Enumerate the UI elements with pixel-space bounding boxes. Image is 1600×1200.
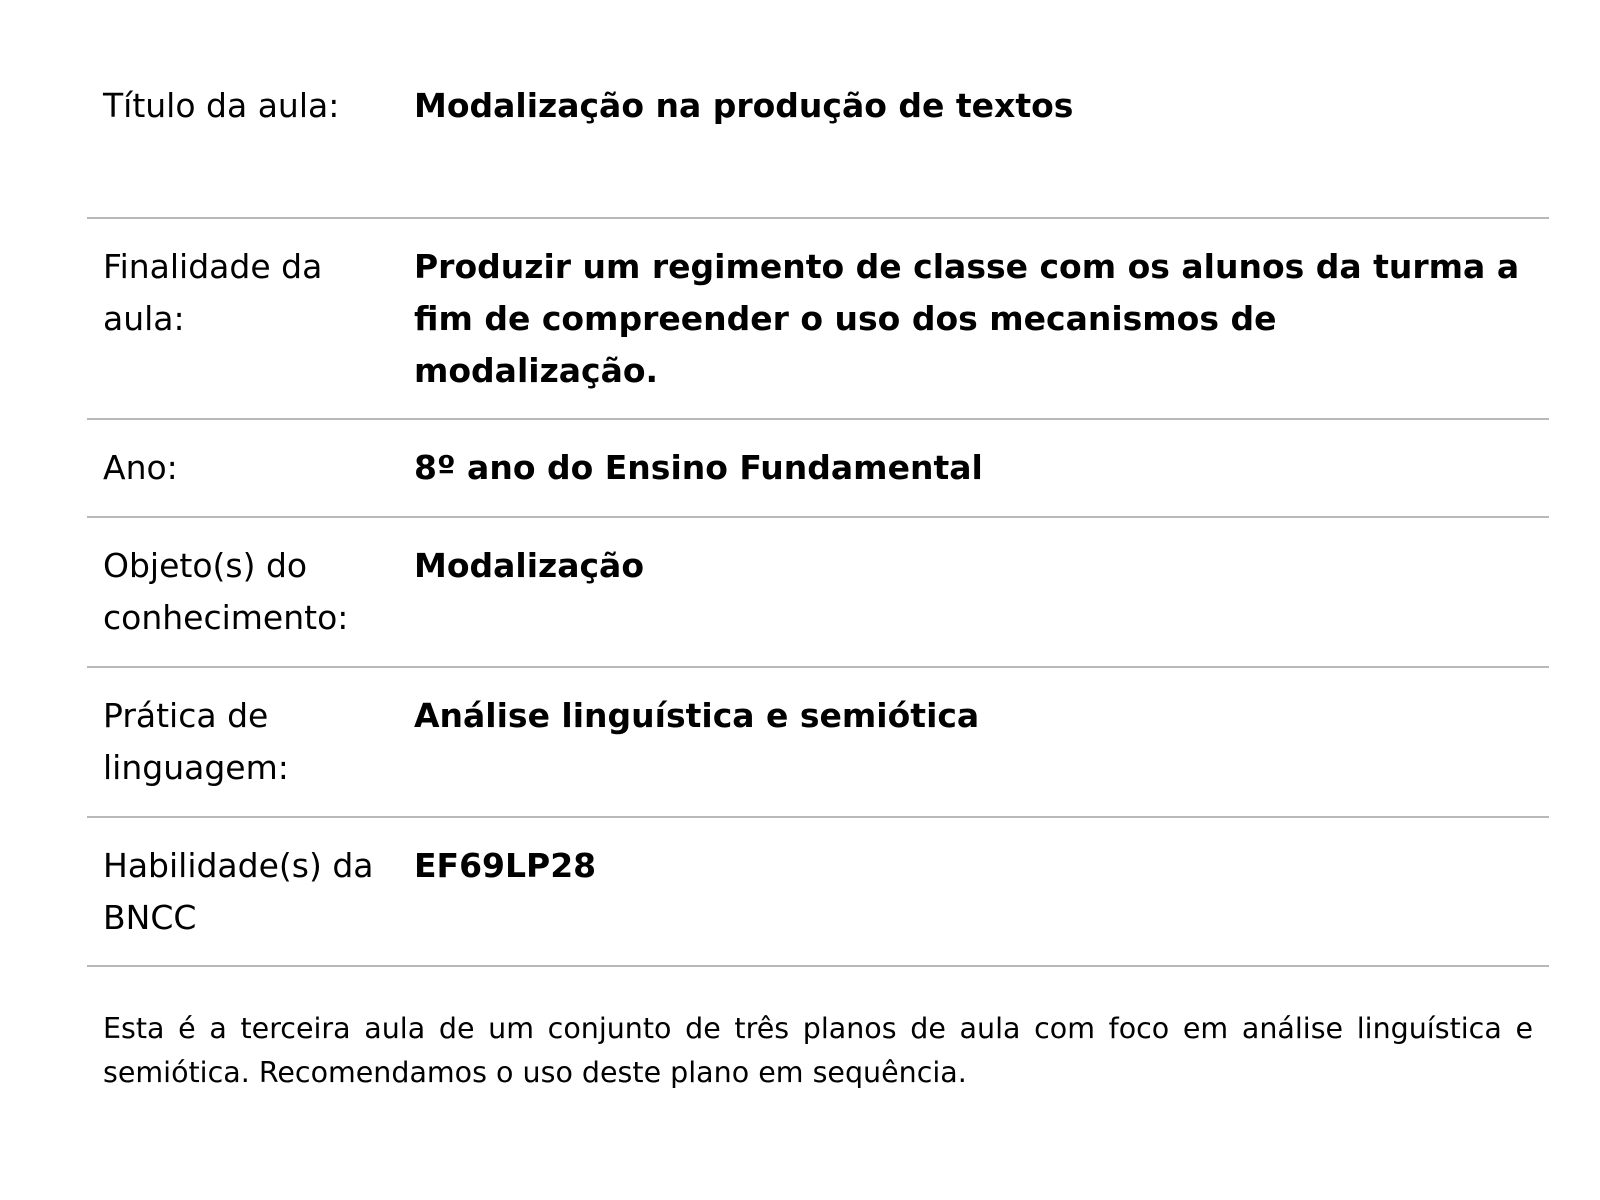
row-school-year [87,420,1549,518]
bncc-skill-label: Habilidade(s) da BNCC [103,846,374,937]
sequence-note: Esta é a terceira aula de um conjunto de três planos de aula com foco em análise linguística e semiótica. Recomendamos o uso deste plano em sequência. [103,1011,1533,1089]
lesson-purpose-value: Produzir um regimento de classe com os alunos da turma a fim de compreender o uso dos mecanismos de modalização. [414,247,1520,390]
knowledge-object-value: Modalização [414,546,645,585]
school-year-label: Ano: [103,448,178,487]
bncc-skill-value: EF69LP28 [414,846,597,885]
language-practice-label: Prática de linguagem: [103,696,289,787]
knowledge-object-label: Objeto(s) do conhecimento: [103,546,349,637]
row-lesson-purpose [87,219,1549,420]
school-year-value: 8º ano do Ensino Fundamental [414,448,983,487]
lesson-info-table [87,58,1549,967]
row-bncc-skill [87,818,1549,967]
row-knowledge-object [87,518,1549,668]
lesson-purpose-label: Finalidade da aula: [103,247,323,338]
row-language-practice [87,668,1549,818]
lesson-title-value: Modalização na produção de textos [414,86,1074,125]
lesson-title-label: Título da aula: [103,86,340,125]
language-practice-value: Análise linguística e semiótica [414,696,980,735]
row-lesson-title [87,58,1549,219]
